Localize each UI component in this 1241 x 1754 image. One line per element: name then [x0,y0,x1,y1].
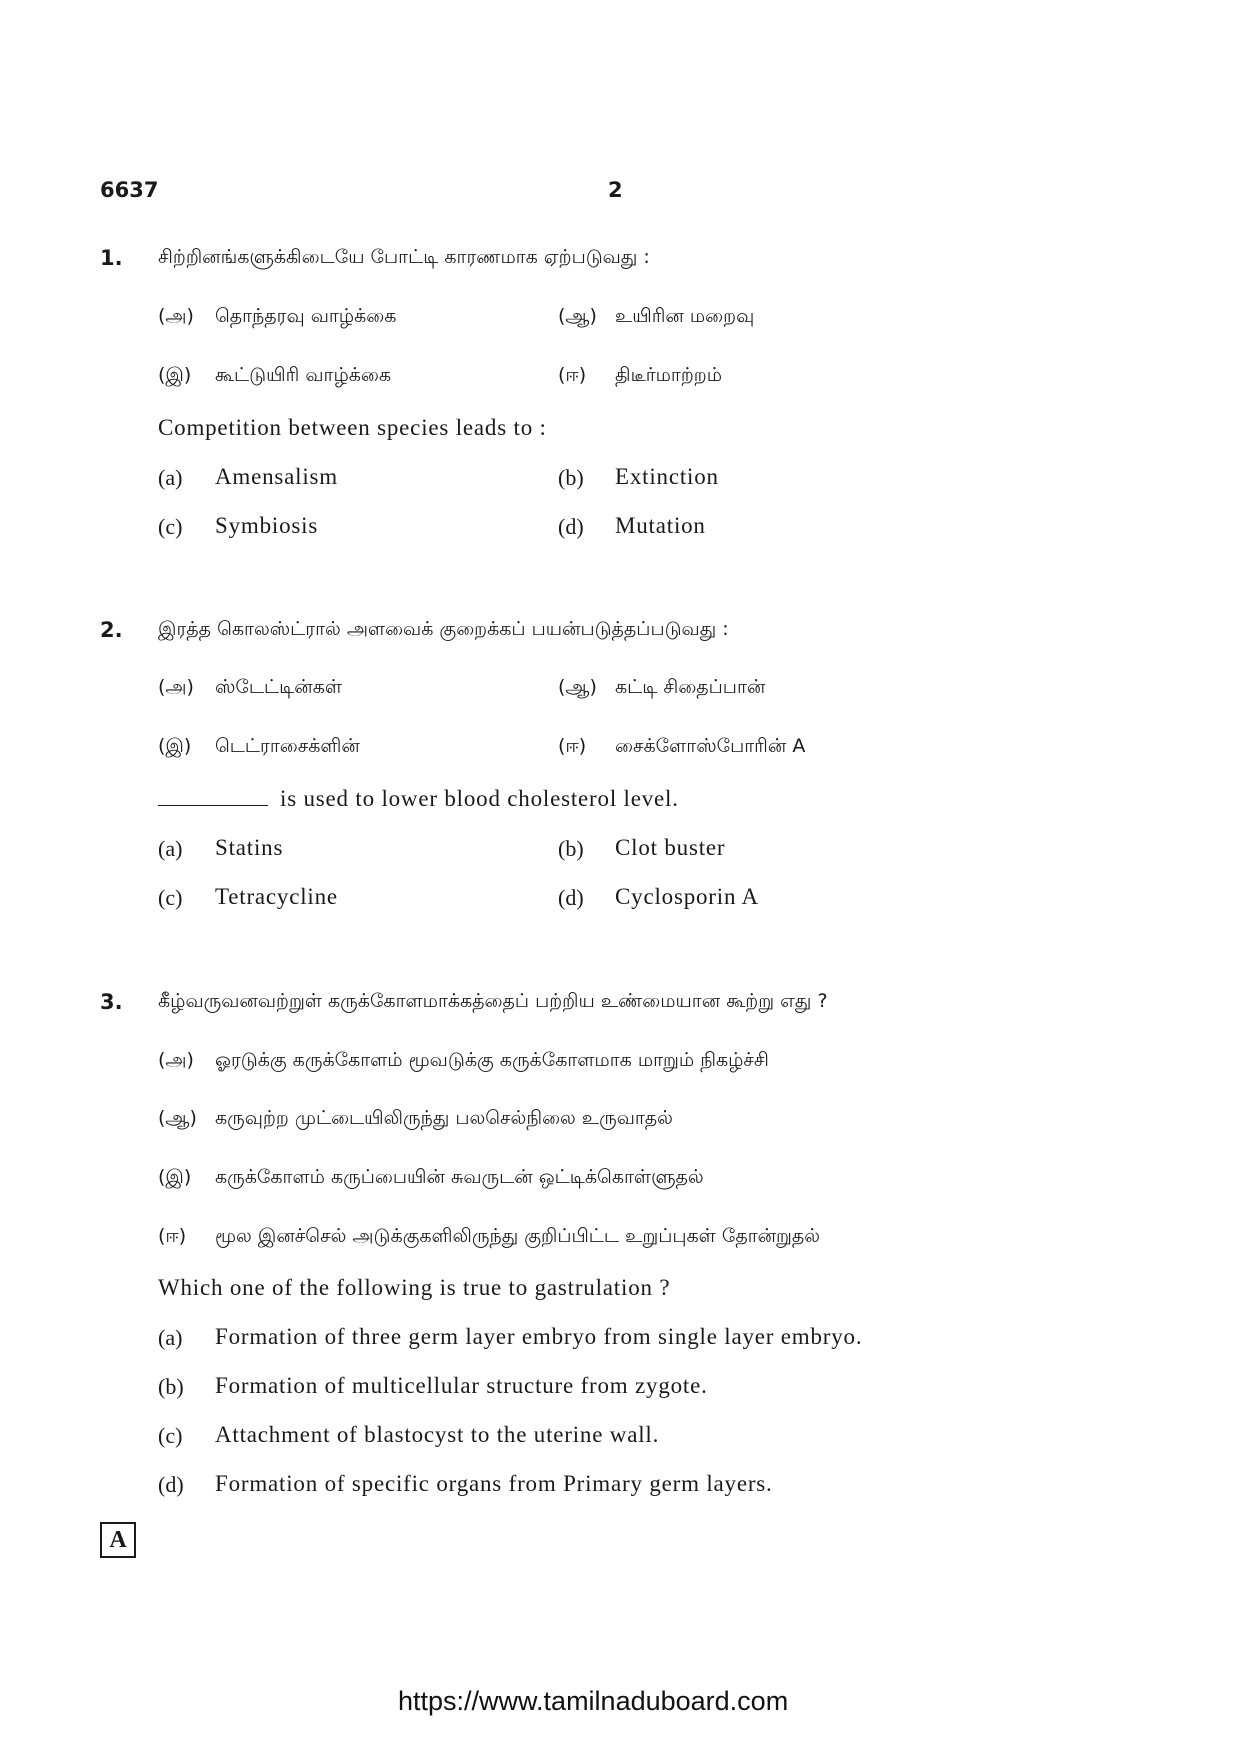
tamil-option-label: (இ) [158,735,192,757]
english-option-label: (d) [158,1472,184,1497]
tamil-option-text: திடீர்மாற்றம் [615,364,722,386]
tamil-option-text: ஸ்டேட்டின்கள் [215,676,342,698]
english-option-label: (b) [158,1374,184,1399]
english-question-text: is used to lower blood cholesterol level. [280,786,679,811]
english-option-text: Statins [215,835,284,860]
tamil-question: சிற்றினங்களுக்கிடையே போட்டி காரணமாக ஏற்படுவது : [158,246,650,268]
question-number: 1. [100,246,123,270]
tamil-option-text: கட்டி சிதைப்பான் [615,676,766,698]
english-option-text: Formation of three germ layer embryo from single layer embryo. [215,1324,863,1349]
english-option-text: Cyclosporin A [615,884,759,909]
tamil-option-label: (ஆ) [558,305,597,327]
english-option-label: (a) [158,836,183,861]
english-option-label: (c) [158,885,183,910]
english-option-text: Clot buster [615,835,726,860]
website-url[interactable]: https://www.tamilnaduboard.com [398,1686,789,1716]
tamil-option-label: (ஈ) [158,1225,187,1247]
question-code: 6637 [100,178,159,202]
tamil-option-text: கருக்கோளம் கருப்பையின் சுவருடன் ஒட்டிக்கொள்ளுதல் [215,1166,704,1188]
fill-in-blank [158,804,268,806]
booklet-letter-box: A [100,1522,136,1558]
english-option-text: Tetracycline [215,884,338,909]
english-option-label: (d) [558,514,584,539]
tamil-option-label: (இ) [158,364,192,386]
english-option-label: (a) [158,465,183,490]
english-option-label: (a) [158,1325,183,1350]
english-question: Which one of the following is true to gastrulation ? [158,1275,671,1300]
english-option-text: Formation of multicellular structure from zygote. [215,1373,708,1398]
tamil-option-label: (அ) [158,305,194,327]
english-question: Competition between species leads to : [158,415,547,440]
tamil-option-text: தொந்தரவு வாழ்க்கை [215,305,397,327]
english-option-text: Symbiosis [215,513,319,538]
english-option-text: Extinction [615,464,719,489]
tamil-option-label: (அ) [158,676,194,698]
english-option-text: Attachment of blastocyst to the uterine wall. [215,1422,660,1447]
tamil-option-label: (இ) [158,1166,192,1188]
english-option-label: (c) [158,1423,183,1448]
page-number: 2 [608,178,623,202]
english-option-label: (c) [158,514,183,539]
tamil-option-text: டெட்ராசைக்ளின் [215,735,360,757]
question-number: 3. [100,990,123,1014]
tamil-option-text: ஓரடுக்கு கருக்கோளம் மூவடுக்கு கருக்கோளமாக மாறும் நிகழ்ச்சி [215,1049,769,1071]
english-option-text: Amensalism [215,464,338,489]
tamil-option-text: உயிரின மறைவு [615,305,755,327]
tamil-option-text: மூல இனச்செல் அடுக்குகளிலிருந்து குறிப்பிட்ட உறுப்புகள் தோன்றுதல் [215,1225,821,1247]
english-option-label: (b) [558,465,584,490]
tamil-option-text: கருவுற்ற முட்டையிலிருந்து பலசெல்நிலை உருவாதல் [215,1107,673,1129]
tamil-question: இரத்த கொலஸ்ட்ரால் அளவைக் குறைக்கப் பயன்படுத்தப்படுவது : [158,618,729,640]
english-option-text: Mutation [615,513,706,538]
english-option-text: Formation of specific organs from Primary germ layers. [215,1471,773,1496]
english-question [158,786,679,812]
tamil-option-label: (ஈ) [558,735,587,757]
tamil-option-label: (ஆ) [558,676,597,698]
english-option-label: (b) [558,836,584,861]
tamil-option-text: கூட்டுயிரி வாழ்க்கை [215,364,392,386]
question-number: 2. [100,618,123,642]
tamil-option-label: (அ) [158,1049,194,1071]
tamil-question: கீழ்வருவனவற்றுள் கருக்கோளமாக்கத்தைப் பற்றிய உண்மையான கூற்று எது ? [158,990,828,1012]
tamil-option-text: சைக்ளோஸ்போரின் A [615,735,806,757]
tamil-option-label: (ஆ) [158,1107,197,1129]
tamil-option-label: (ஈ) [558,364,587,386]
english-option-label: (d) [558,885,584,910]
